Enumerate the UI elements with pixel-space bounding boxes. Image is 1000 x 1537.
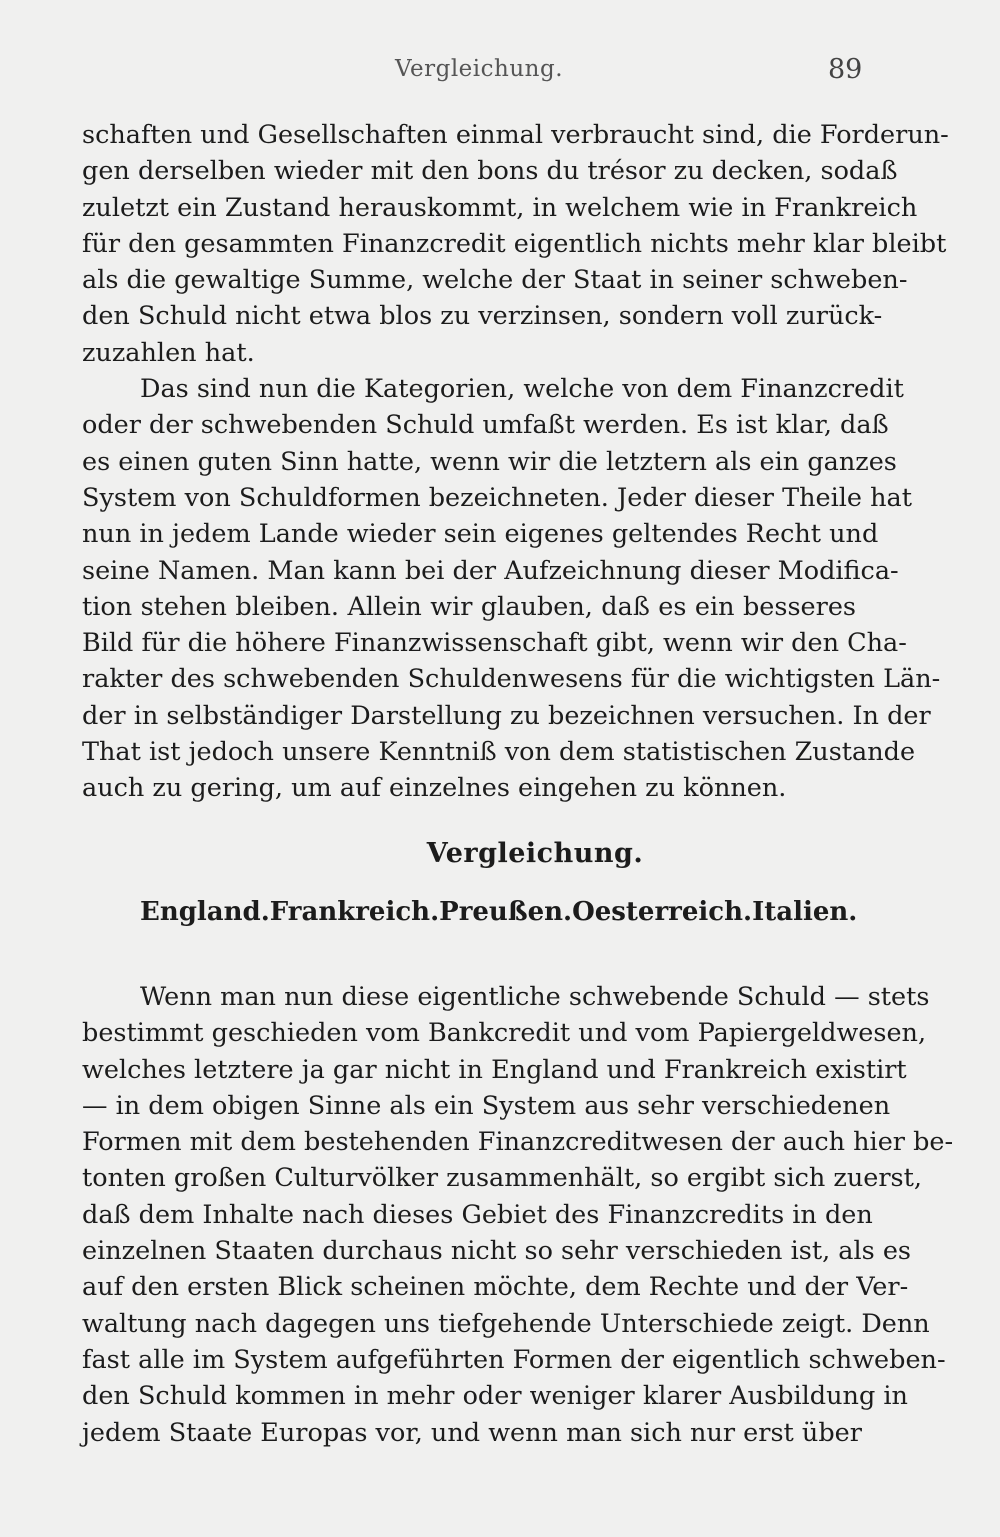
country-list <box>140 897 858 927</box>
section-heading: Vergleichung. <box>426 838 644 869</box>
text-line: Das sind nun die Kategorien, welche von dem Finanzcredit <box>140 374 904 405</box>
text-line: waltung nach dagegen uns tiefgehende Unterschiede zeigt. Denn <box>82 1308 930 1339</box>
text-line: tion stehen bleiben. Allein wir glauben, daß es ein besseres <box>82 591 856 622</box>
text-line: gen derselben wieder mit den bons du trésor zu decken, sodaß <box>82 156 898 187</box>
text-line: System von Schuldformen bezeichneten. Jeder dieser Theile hat <box>82 482 912 513</box>
text-line: zuletzt ein Zustand herauskommt, in welchem wie in Frankreich <box>82 192 918 223</box>
text-line: für den gesammten Finanzcredit eigentlich nichts mehr klar bleibt <box>82 228 947 259</box>
text-line: den Schuld nicht etwa blos zu verzinsen, sondern voll zurück- <box>82 301 883 332</box>
text-line: That ist jedoch unsere Kenntniß von dem statistischen Zustande <box>82 737 916 768</box>
running-head: Vergleichung. <box>395 56 564 82</box>
country-preussen: Preußen. <box>439 897 573 927</box>
country-italien: Italien. <box>752 897 858 927</box>
text-line: zuzahlen hat. <box>82 337 255 368</box>
paragraph-first-line <box>82 371 904 407</box>
text-block-bottom <box>82 979 954 1451</box>
text-line: daß dem Inhalte nach dieses Gebiet des Finanzcredits in den <box>82 1199 873 1230</box>
text-line: als die gewaltige Summe, welche der Staat in seiner schweben- <box>82 265 908 296</box>
text-line: Bild für die höhere Finanzwissenschaft gibt, wenn wir den Cha- <box>82 628 907 659</box>
text-line: seine Namen. Man kann bei der Aufzeichnung dieser Modifica- <box>82 555 899 586</box>
text-line: der in selbständiger Darstellung zu bezeichnen versuchen. In der <box>82 700 931 731</box>
text-line: rakter des schwebenden Schuldenwesens für die wichtigsten Län- <box>82 664 941 695</box>
text-block-top <box>82 117 949 807</box>
text-line: Formen mit dem bestehenden Finanzcreditwesen der auch hier be- <box>82 1127 954 1158</box>
text-line: auch zu gering, um auf einzelnes eingehen zu können. <box>82 773 787 804</box>
page-number: 89 <box>828 54 863 85</box>
text-line: oder der schwebenden Schuld umfaßt werden. Es ist klar, daß <box>82 410 889 441</box>
text-line: den Schuld kommen in mehr oder weniger klarer Ausbildung in <box>82 1381 908 1412</box>
text-line: tonten großen Culturvölker zusammenhält, so ergibt sich zuerst, <box>82 1163 922 1194</box>
text-line: auf den ersten Blick scheinen möchte, dem Rechte und der Ver- <box>82 1272 909 1303</box>
text-line: jedem Staate Europas vor, und wenn man sich nur erst über <box>82 1417 862 1448</box>
country-england: England. <box>140 897 270 927</box>
text-line: — in dem obigen Sinne als ein System aus sehr verschiedenen <box>82 1090 891 1121</box>
country-frankreich: Frankreich. <box>269 897 440 927</box>
country-oesterreich: Oesterreich. <box>572 897 753 927</box>
text-line: nun in jedem Lande wieder sein eigenes geltendes Recht und <box>82 519 879 550</box>
text-line: welches letztere ja gar nicht in England und Frankreich existirt <box>82 1054 907 1085</box>
paragraph-first-line <box>82 979 930 1015</box>
text-line: schaften und Gesellschaften einmal verbraucht sind, die Forderun- <box>82 120 949 150</box>
text-line: fast alle im System aufgeführten Formen der eigentlich schweben- <box>82 1344 946 1375</box>
text-line: Wenn man nun diese eigentliche schwebende Schuld — stets <box>140 982 930 1012</box>
text-line: einzelnen Staaten durchaus nicht so sehr verschieden ist, als es <box>82 1236 912 1267</box>
text-line: bestimmt geschieden vom Bankcredit und vom Papiergeldwesen, <box>82 1018 927 1049</box>
text-line: es einen guten Sinn hatte, wenn wir die letztern als ein ganzes <box>82 446 897 477</box>
